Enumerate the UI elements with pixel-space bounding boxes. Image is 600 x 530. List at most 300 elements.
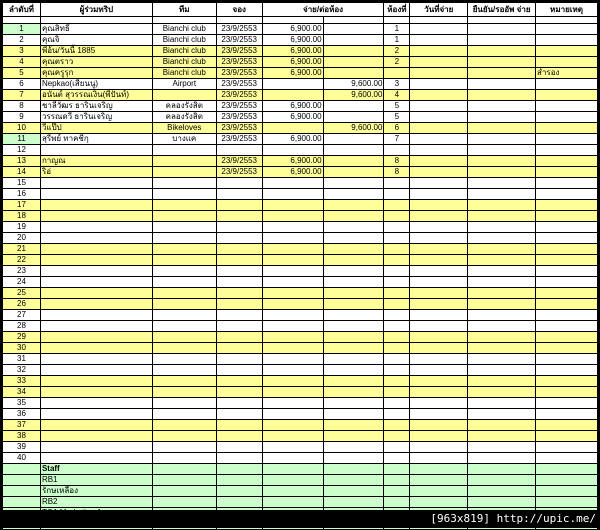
note-cell[interactable] [536,222,598,233]
room-number-cell[interactable] [384,288,410,299]
row-number-cell[interactable]: 26 [3,299,41,310]
payment-cell[interactable]: 6,900.00 [262,134,323,145]
team-cell[interactable]: Bianchi club [152,24,216,35]
note-cell[interactable] [536,233,598,244]
note-cell[interactable] [536,442,598,453]
staff-empty-cell[interactable] [3,497,41,508]
payment-cell[interactable] [262,123,323,134]
row-number-cell[interactable]: 34 [3,387,41,398]
staff-member-name[interactable]: RB2 [40,497,152,508]
row-number-cell[interactable]: 21 [3,244,41,255]
confirm-status-cell[interactable] [468,200,536,211]
payment-date-cell[interactable] [410,211,468,222]
participant-name-cell[interactable]: ชาลีวัฒร ธารินเจริญ [40,101,152,112]
team-cell[interactable] [152,266,216,277]
staff-empty-cell[interactable] [410,475,468,486]
participant-name-cell[interactable] [40,200,152,211]
payment-alt-cell[interactable] [323,24,384,35]
payment-alt-cell[interactable] [323,354,384,365]
room-number-cell[interactable]: 1 [384,35,410,46]
participant-name-cell[interactable] [40,189,152,200]
row-number-cell[interactable]: 3 [3,46,41,57]
confirm-status-cell[interactable] [468,442,536,453]
participant-name-cell[interactable]: คุณครูรุก [40,68,152,79]
booking-date-cell[interactable]: 23/9/2553 [216,68,262,79]
row-number-cell[interactable]: 6 [3,79,41,90]
room-number-cell[interactable] [384,310,410,321]
staff-empty-cell[interactable] [323,497,384,508]
confirm-status-cell[interactable] [468,178,536,189]
confirm-status-cell[interactable] [468,233,536,244]
room-number-cell[interactable] [384,266,410,277]
staff-empty-cell[interactable] [384,475,410,486]
note-cell[interactable] [536,420,598,431]
payment-alt-cell[interactable]: 9,600.00 [323,79,384,90]
confirm-status-cell[interactable] [468,365,536,376]
confirm-status-cell[interactable] [468,453,536,464]
confirm-status-cell[interactable] [468,35,536,46]
team-cell[interactable] [152,387,216,398]
booking-date-cell[interactable] [216,420,262,431]
payment-alt-cell[interactable] [323,145,384,156]
room-number-cell[interactable] [384,68,410,79]
payment-date-cell[interactable] [410,57,468,68]
payment-alt-cell[interactable] [323,46,384,57]
confirm-status-cell[interactable] [468,387,536,398]
team-cell[interactable] [152,189,216,200]
booking-date-cell[interactable]: 23/9/2553 [216,101,262,112]
payment-cell[interactable]: 6,900.00 [262,167,323,178]
participant-name-cell[interactable] [40,332,152,343]
note-cell[interactable] [536,288,598,299]
staff-empty-cell[interactable] [410,497,468,508]
staff-title[interactable]: Staff [40,464,152,475]
participant-name-cell[interactable] [40,266,152,277]
booking-date-cell[interactable] [216,244,262,255]
payment-date-cell[interactable] [410,24,468,35]
note-cell[interactable] [536,123,598,134]
payment-cell[interactable] [262,310,323,321]
booking-date-cell[interactable] [216,409,262,420]
payment-cell[interactable] [262,365,323,376]
booking-date-cell[interactable] [216,200,262,211]
payment-alt-cell[interactable]: 9,600.00 [323,123,384,134]
participant-name-cell[interactable] [40,233,152,244]
payment-alt-cell[interactable] [323,266,384,277]
note-cell[interactable] [536,112,598,123]
confirm-status-cell[interactable] [468,299,536,310]
staff-empty-cell[interactable] [3,486,41,497]
booking-date-cell[interactable]: 23/9/2553 [216,156,262,167]
payment-cell[interactable]: 6,900.00 [262,68,323,79]
booking-date-cell[interactable] [216,266,262,277]
payment-date-cell[interactable] [410,343,468,354]
room-number-cell[interactable]: 3 [384,79,410,90]
room-number-cell[interactable] [384,332,410,343]
payment-date-cell[interactable] [410,409,468,420]
note-cell[interactable] [536,310,598,321]
note-cell[interactable] [536,431,598,442]
staff-empty-cell[interactable] [152,475,216,486]
participant-name-cell[interactable] [40,453,152,464]
row-number-cell[interactable]: 2 [3,35,41,46]
payment-alt-cell[interactable] [323,244,384,255]
staff-empty-cell[interactable] [536,464,598,475]
payment-date-cell[interactable] [410,101,468,112]
note-cell[interactable] [536,79,598,90]
booking-date-cell[interactable] [216,354,262,365]
payment-alt-cell[interactable] [323,255,384,266]
note-cell[interactable] [536,57,598,68]
room-number-cell[interactable] [384,343,410,354]
payment-date-cell[interactable] [410,167,468,178]
confirm-status-cell[interactable] [468,145,536,156]
staff-empty-cell[interactable] [468,464,536,475]
row-number-cell[interactable]: 17 [3,200,41,211]
booking-date-cell[interactable]: 23/9/2553 [216,134,262,145]
room-number-cell[interactable] [384,442,410,453]
payment-alt-cell[interactable] [323,101,384,112]
row-number-cell[interactable]: 16 [3,189,41,200]
participant-name-cell[interactable]: วรรณดวี ธารินเจริญ [40,112,152,123]
room-number-cell[interactable]: 2 [384,46,410,57]
payment-alt-cell[interactable] [323,299,384,310]
row-number-cell[interactable]: 8 [3,101,41,112]
payment-cell[interactable]: 6,900.00 [262,101,323,112]
payment-cell[interactable] [262,277,323,288]
confirm-status-cell[interactable] [468,244,536,255]
team-cell[interactable] [152,332,216,343]
room-number-cell[interactable] [384,222,410,233]
note-cell[interactable] [536,35,598,46]
payment-date-cell[interactable] [410,244,468,255]
participant-name-cell[interactable]: คุณจิ [40,35,152,46]
payment-alt-cell[interactable] [323,233,384,244]
room-number-cell[interactable] [384,453,410,464]
staff-empty-cell[interactable] [323,464,384,475]
team-cell[interactable] [152,288,216,299]
note-cell[interactable] [536,321,598,332]
team-cell[interactable] [152,442,216,453]
staff-empty-cell[interactable] [3,475,41,486]
payment-date-cell[interactable] [410,288,468,299]
staff-empty-cell[interactable] [323,486,384,497]
row-number-cell[interactable]: 11 [3,134,41,145]
row-number-cell[interactable]: 39 [3,442,41,453]
confirm-status-cell[interactable] [468,101,536,112]
payment-cell[interactable]: 6,900.00 [262,156,323,167]
payment-alt-cell[interactable] [323,167,384,178]
room-number-cell[interactable]: 8 [384,156,410,167]
payment-cell[interactable] [262,178,323,189]
confirm-status-cell[interactable] [468,255,536,266]
team-cell[interactable] [152,398,216,409]
payment-date-cell[interactable] [410,420,468,431]
booking-date-cell[interactable] [216,222,262,233]
participant-name-cell[interactable] [40,222,152,233]
staff-empty-cell[interactable] [3,464,41,475]
participant-name-cell[interactable] [40,387,152,398]
payment-alt-cell[interactable] [323,376,384,387]
note-cell[interactable] [536,200,598,211]
participant-name-cell[interactable] [40,409,152,420]
note-cell[interactable] [536,365,598,376]
participant-name-cell[interactable] [40,376,152,387]
row-number-cell[interactable]: 12 [3,145,41,156]
payment-cell[interactable] [262,233,323,244]
payment-date-cell[interactable] [410,123,468,134]
room-number-cell[interactable] [384,189,410,200]
payment-date-cell[interactable] [410,35,468,46]
booking-date-cell[interactable] [216,145,262,156]
team-cell[interactable] [152,299,216,310]
note-cell[interactable] [536,387,598,398]
room-number-cell[interactable] [384,365,410,376]
room-number-cell[interactable] [384,244,410,255]
booking-date-cell[interactable] [216,453,262,464]
participant-name-cell[interactable] [40,288,152,299]
note-cell[interactable] [536,376,598,387]
row-number-cell[interactable]: 4 [3,57,41,68]
payment-date-cell[interactable] [410,354,468,365]
note-cell[interactable] [536,398,598,409]
booking-date-cell[interactable] [216,255,262,266]
booking-date-cell[interactable]: 23/9/2553 [216,24,262,35]
payment-cell[interactable] [262,299,323,310]
note-cell[interactable] [536,255,598,266]
payment-date-cell[interactable] [410,310,468,321]
participant-name-cell[interactable] [40,321,152,332]
payment-cell[interactable] [262,211,323,222]
team-cell[interactable] [152,244,216,255]
participant-name-cell[interactable] [40,178,152,189]
payment-date-cell[interactable] [410,189,468,200]
row-number-cell[interactable]: 1 [3,24,41,35]
booking-date-cell[interactable] [216,211,262,222]
team-cell[interactable]: Bianchi club [152,68,216,79]
note-cell[interactable] [536,189,598,200]
staff-empty-cell[interactable] [384,464,410,475]
booking-date-cell[interactable] [216,332,262,343]
confirm-status-cell[interactable] [468,420,536,431]
payment-date-cell[interactable] [410,376,468,387]
room-number-cell[interactable]: 1 [384,24,410,35]
participant-name-cell[interactable] [40,431,152,442]
note-cell[interactable] [536,277,598,288]
confirm-status-cell[interactable] [468,354,536,365]
row-number-cell[interactable]: 30 [3,343,41,354]
confirm-status-cell[interactable] [468,310,536,321]
payment-alt-cell[interactable] [323,398,384,409]
participant-name-cell[interactable] [40,343,152,354]
payment-date-cell[interactable] [410,178,468,189]
payment-cell[interactable] [262,420,323,431]
payment-date-cell[interactable] [410,134,468,145]
confirm-status-cell[interactable] [468,376,536,387]
payment-alt-cell[interactable] [323,178,384,189]
row-number-cell[interactable]: 28 [3,321,41,332]
booking-date-cell[interactable] [216,299,262,310]
note-cell[interactable] [536,453,598,464]
payment-date-cell[interactable] [410,46,468,57]
note-cell[interactable] [536,46,598,57]
team-cell[interactable] [152,365,216,376]
booking-date-cell[interactable] [216,233,262,244]
room-number-cell[interactable] [384,211,410,222]
payment-date-cell[interactable] [410,387,468,398]
payment-date-cell[interactable] [410,79,468,90]
room-number-cell[interactable] [384,299,410,310]
payment-alt-cell[interactable] [323,211,384,222]
room-number-cell[interactable]: 5 [384,112,410,123]
row-number-cell[interactable]: 15 [3,178,41,189]
note-cell[interactable] [536,101,598,112]
payment-cell[interactable] [262,90,323,101]
team-cell[interactable] [152,431,216,442]
payment-cell[interactable] [262,244,323,255]
payment-alt-cell[interactable] [323,332,384,343]
payment-alt-cell[interactable] [323,222,384,233]
payment-date-cell[interactable] [410,431,468,442]
confirm-status-cell[interactable] [468,321,536,332]
confirm-status-cell[interactable] [468,90,536,101]
team-cell[interactable]: Bikeloves [152,123,216,134]
payment-date-cell[interactable] [410,112,468,123]
participant-name-cell[interactable]: กาญณ [40,156,152,167]
team-cell[interactable]: คลองรังสิต [152,112,216,123]
payment-date-cell[interactable] [410,222,468,233]
team-cell[interactable]: คลองรังสิต [152,101,216,112]
staff-empty-cell[interactable] [216,464,262,475]
payment-cell[interactable] [262,321,323,332]
participant-name-cell[interactable]: ริอ่ [40,167,152,178]
payment-cell[interactable] [262,376,323,387]
payment-cell[interactable] [262,288,323,299]
team-cell[interactable] [152,277,216,288]
note-cell[interactable] [536,332,598,343]
team-cell[interactable] [152,145,216,156]
confirm-status-cell[interactable] [468,398,536,409]
staff-member-name[interactable]: รักษเหลือง [40,486,152,497]
note-cell[interactable] [536,211,598,222]
team-cell[interactable] [152,420,216,431]
payment-alt-cell[interactable] [323,321,384,332]
staff-empty-cell[interactable] [468,486,536,497]
team-cell[interactable] [152,167,216,178]
row-number-cell[interactable]: 37 [3,420,41,431]
note-cell[interactable] [536,343,598,354]
participant-name-cell[interactable] [40,244,152,255]
payment-date-cell[interactable] [410,365,468,376]
staff-empty-cell[interactable] [216,475,262,486]
participant-name-cell[interactable] [40,211,152,222]
payment-date-cell[interactable] [410,266,468,277]
confirm-status-cell[interactable] [468,266,536,277]
confirm-status-cell[interactable] [468,211,536,222]
payment-cell[interactable] [262,222,323,233]
confirm-status-cell[interactable] [468,343,536,354]
payment-date-cell[interactable] [410,68,468,79]
participant-name-cell[interactable] [40,299,152,310]
room-number-cell[interactable] [384,277,410,288]
payment-cell[interactable] [262,387,323,398]
payment-alt-cell[interactable] [323,57,384,68]
row-number-cell[interactable]: 13 [3,156,41,167]
staff-empty-cell[interactable] [468,497,536,508]
team-cell[interactable] [152,343,216,354]
payment-date-cell[interactable] [410,453,468,464]
confirm-status-cell[interactable] [468,46,536,57]
booking-date-cell[interactable] [216,365,262,376]
note-cell[interactable] [536,409,598,420]
payment-date-cell[interactable] [410,277,468,288]
booking-date-cell[interactable] [216,442,262,453]
note-cell[interactable]: สำรอง [536,68,598,79]
row-number-cell[interactable]: 19 [3,222,41,233]
booking-date-cell[interactable] [216,288,262,299]
payment-date-cell[interactable] [410,299,468,310]
team-cell[interactable]: บางแค [152,134,216,145]
note-cell[interactable] [536,266,598,277]
team-cell[interactable] [152,156,216,167]
payment-cell[interactable]: 6,900.00 [262,112,323,123]
room-number-cell[interactable]: 6 [384,123,410,134]
payment-cell[interactable] [262,145,323,156]
staff-empty-cell[interactable] [262,497,323,508]
payment-alt-cell[interactable] [323,409,384,420]
participant-name-cell[interactable] [40,310,152,321]
staff-empty-cell[interactable] [152,486,216,497]
booking-date-cell[interactable] [216,376,262,387]
confirm-status-cell[interactable] [468,112,536,123]
team-cell[interactable] [152,255,216,266]
staff-empty-cell[interactable] [384,497,410,508]
payment-alt-cell[interactable] [323,277,384,288]
payment-cell[interactable] [262,189,323,200]
payment-cell[interactable] [262,266,323,277]
participant-name-cell[interactable] [40,354,152,365]
room-number-cell[interactable] [384,321,410,332]
participant-name-cell[interactable]: Nepkao(เสี่ยนนู) [40,79,152,90]
booking-date-cell[interactable] [216,398,262,409]
booking-date-cell[interactable]: 23/9/2553 [216,57,262,68]
staff-empty-cell[interactable] [536,497,598,508]
booking-date-cell[interactable]: 23/9/2553 [216,46,262,57]
room-number-cell[interactable] [384,255,410,266]
payment-date-cell[interactable] [410,233,468,244]
payment-date-cell[interactable] [410,442,468,453]
payment-cell[interactable] [262,453,323,464]
participant-name-cell[interactable] [40,398,152,409]
note-cell[interactable] [536,156,598,167]
payment-cell[interactable] [262,200,323,211]
team-cell[interactable]: Bianchi club [152,57,216,68]
staff-empty-cell[interactable] [262,486,323,497]
room-number-cell[interactable] [384,409,410,420]
row-number-cell[interactable]: 7 [3,90,41,101]
payment-alt-cell[interactable] [323,387,384,398]
payment-alt-cell[interactable] [323,68,384,79]
payment-date-cell[interactable] [410,200,468,211]
confirm-status-cell[interactable] [468,156,536,167]
payment-cell[interactable] [262,255,323,266]
row-number-cell[interactable]: 29 [3,332,41,343]
booking-date-cell[interactable]: 23/9/2553 [216,112,262,123]
booking-date-cell[interactable] [216,310,262,321]
confirm-status-cell[interactable] [468,24,536,35]
row-number-cell[interactable]: 14 [3,167,41,178]
confirm-status-cell[interactable] [468,123,536,134]
